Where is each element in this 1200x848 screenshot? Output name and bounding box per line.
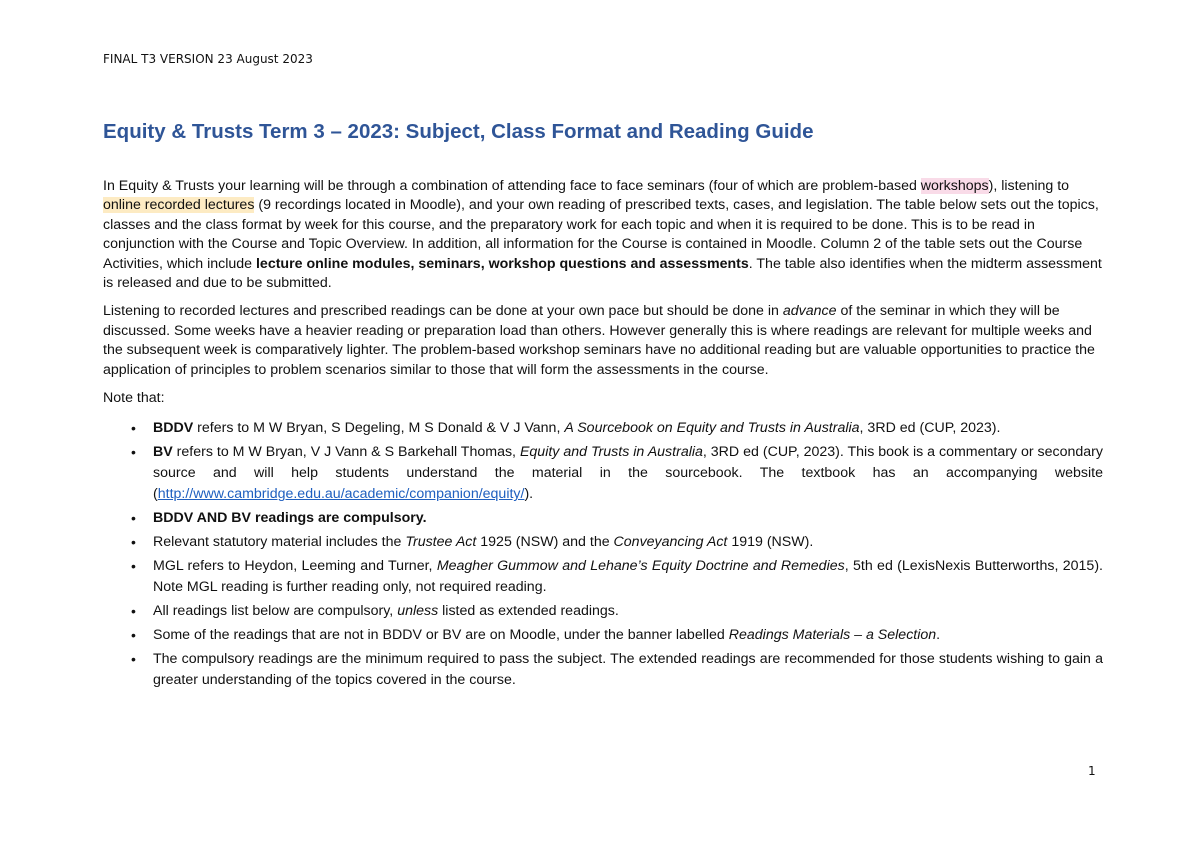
trustee-act: Trustee Act (405, 534, 477, 551)
statutory-text: Relevant statutory material includes the (153, 534, 406, 551)
list-item (153, 625, 1103, 646)
pace-text: of the seminar in which they will be discussed. Some weeks have a heavier reading or preparation load than others. However generally this is where readings are relevant for multiple weeks and the subsequent week is comparatively lighter. The problem-based workshop seminars have no additional reading but are valuable opportunities to practice the application of principles to problem scenarios similar to those that will form the assessments in the course. (103, 303, 1095, 378)
statutory-text: 1919 (NSW). (727, 534, 814, 551)
list-item (153, 532, 1103, 553)
list-item (153, 508, 1103, 529)
intro-text: (9 recordings located in Moodle), and your own reading of prescribed texts, cases, and legislation. The table below sets out the topics, classes and the class format by week for this course, and the preparatory work for each topic and when it is required to be done. This is to be read in conjunction with the Course and Topic Overview. In addition, all information for the Course is contained in Moodle. Column 2 of the table sets out the Course Activities, which include (103, 197, 1099, 272)
moodle-text: Some of the readings that are not in BDDV or BV are on Moodle, under the banner labelled (153, 627, 729, 644)
bv-text: refers to M W Bryan, V J Vann & S Barkehall Thomas, (172, 444, 520, 461)
page-title: Equity & Trusts Term 3 – 2023: Subject, Class Format and Reading Guide (103, 120, 814, 143)
all-readings-text: listed as extended readings. (438, 603, 619, 620)
pace-paragraph (103, 302, 1103, 380)
notes-list (103, 418, 1103, 691)
highlight-workshops: workshops (920, 178, 989, 194)
mgl-text: MGL refers to Heydon, Leeming and Turner, (153, 558, 437, 575)
compulsory-note: BDDV AND BV readings are compulsory. (153, 510, 427, 527)
list-item (153, 649, 1103, 691)
note-label: Note that: (103, 390, 165, 407)
mgl-book-title: Meagher Gummow and Lehane’s Equity Doctrine and Remedies (436, 558, 845, 575)
bv-book-title: Equity and Trusts in Australia (519, 444, 703, 461)
pace-text: Listening to recorded lectures and prescribed readings can be done at your own pace but should be done in (103, 303, 783, 320)
minimum-text: The compulsory readings are the minimum required to pass the subject. The extended readings are recommended for those students wishing to gain a greater understanding of the topics covered in the course. (153, 651, 1103, 689)
bv-text: ). (524, 486, 534, 503)
bddv-text: , 3RD ed (CUP, 2023). (859, 420, 1001, 437)
companion-website-link[interactable]: http://www.cambridge.edu.au/academic/companion/equity/ (157, 486, 525, 503)
intro-text: In Equity & Trusts your learning will be through a combination of attending face to face seminars (four of which are problem-based (103, 178, 921, 194)
moodle-banner-title: Readings Materials – a Selection (728, 627, 937, 644)
intro-text: . The table also identifies when the midterm assessment is released and due to be submitted. (103, 255, 1102, 292)
document-body (103, 177, 1103, 694)
bv-text: , 3RD ed (CUP, 2023). This book is a commentary or secondary source and will help students understand the material in the sourcebook. The textbook has an accompanying website ( (153, 444, 1103, 503)
mgl-text: , 5th ed (LexisNexis Butterworths, 2015). Note MGL reading is further reading only, not required reading. (153, 558, 1103, 596)
course-activities-bold: lecture online modules, seminars, workshop questions and assessments (255, 255, 749, 272)
page-number: 1 (1088, 764, 1096, 778)
unless-italic: unless (397, 603, 439, 620)
moodle-text: . (936, 627, 941, 644)
intro-paragraph (103, 177, 1103, 293)
version-note: FINAL T3 VERSION 23 August 2023 (103, 52, 313, 66)
list-item (153, 418, 1103, 439)
bddv-text: refers to M W Bryan, S Degeling, M S Donald & V J Vann, (193, 420, 565, 437)
bddv-book-title: A Sourcebook on Equity and Trusts in Australia (564, 420, 860, 437)
advance-italic: advance (782, 303, 837, 320)
all-readings-text: All readings list below are compulsory, (153, 603, 398, 620)
bv-abbrev: BV (153, 444, 173, 461)
conveyancing-act: Conveyancing Act (613, 534, 728, 551)
intro-text: ), listening to (988, 178, 1070, 194)
bddv-abbrev: BDDV (153, 420, 194, 437)
statutory-text: 1925 (NSW) and the (476, 534, 614, 551)
list-item (153, 601, 1103, 622)
list-item (153, 556, 1103, 598)
highlight-online-lectures: online recorded lectures (103, 197, 255, 214)
list-item (153, 442, 1103, 505)
